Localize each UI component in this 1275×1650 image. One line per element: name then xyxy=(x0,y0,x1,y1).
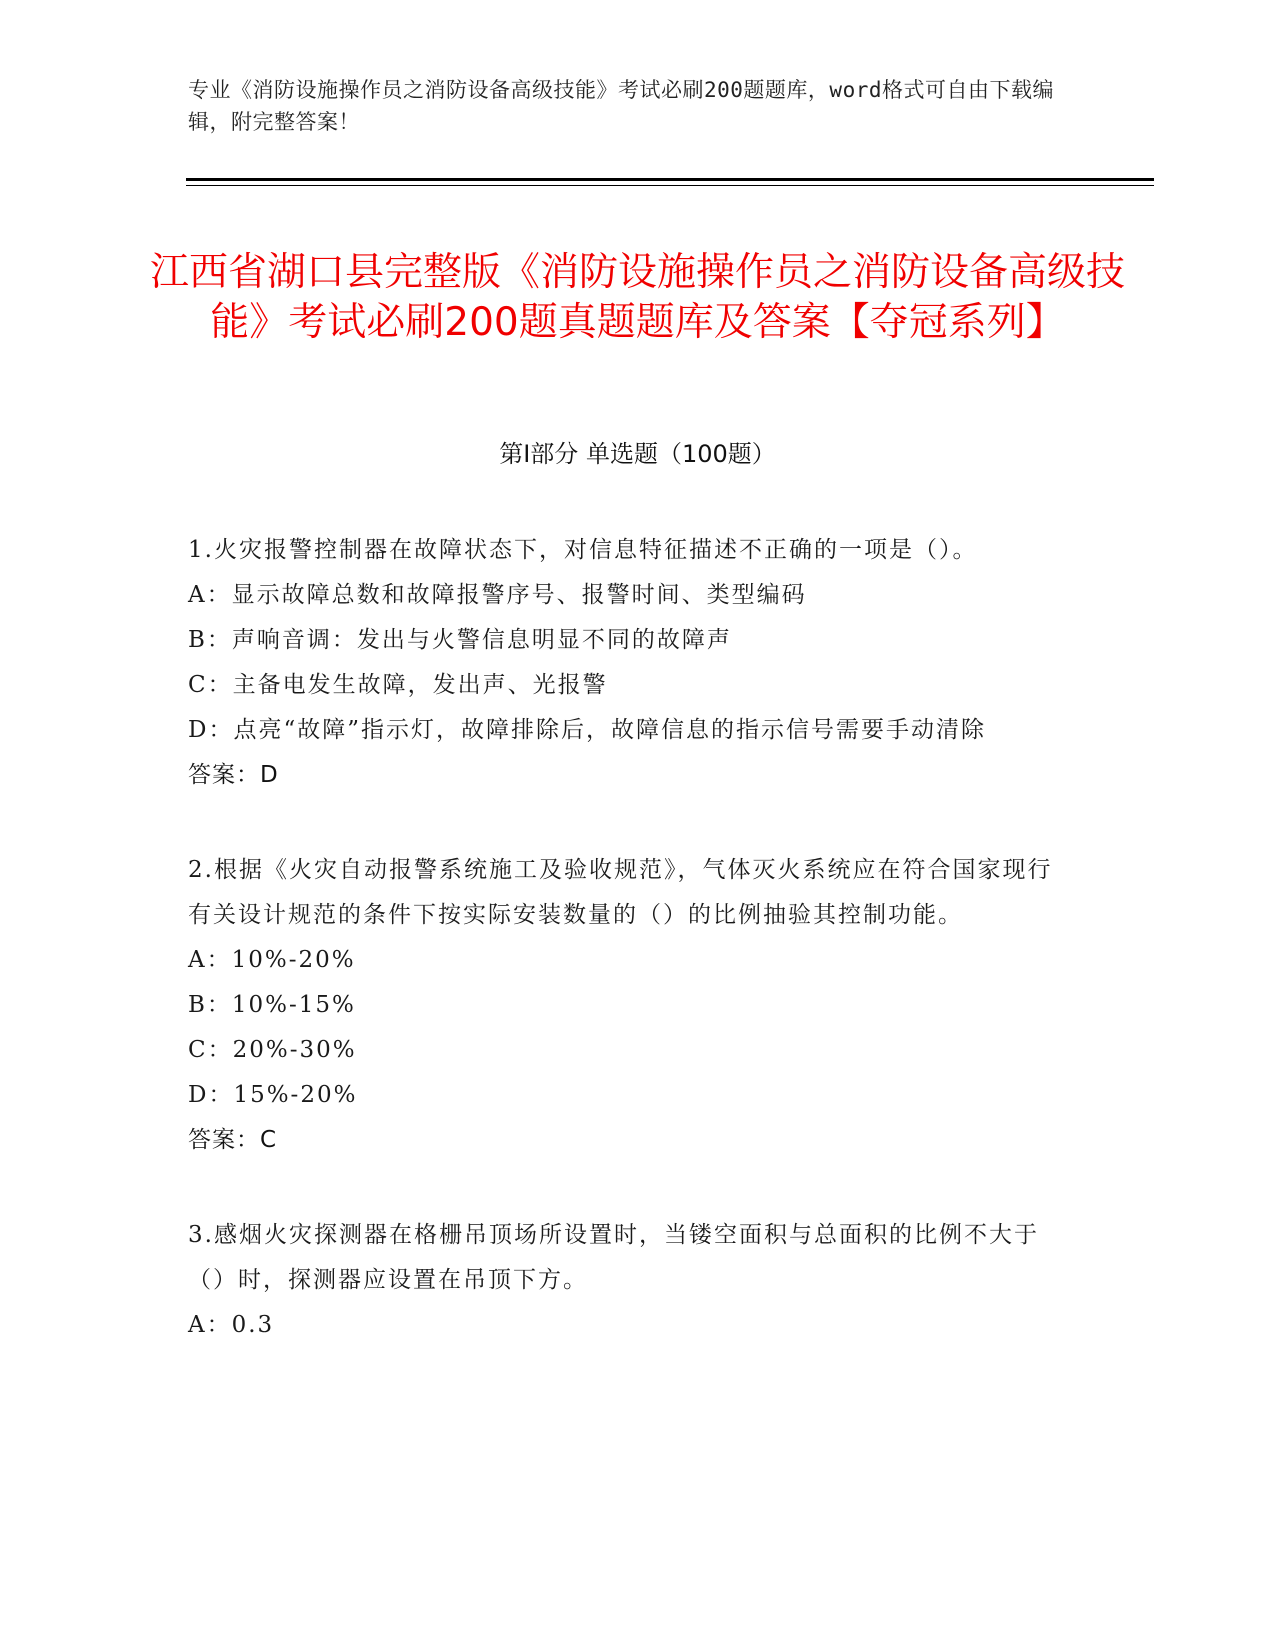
option-d: D：15%-20% xyxy=(188,1082,358,1108)
option-a: A：10%-20% xyxy=(188,947,356,973)
document-title: 江西省湖口县完整版《消防设施操作员之消防设备高级技能》考试必刷200题真题题库及答案【夺冠系列】 xyxy=(150,250,1126,346)
option-a: A：0.3 xyxy=(188,1312,275,1338)
answer-line: 答案：D xyxy=(188,762,279,788)
question-list xyxy=(188,528,1073,1398)
option-a: A：显示故障总数和故障报警序号、报警时间、类型编码 xyxy=(188,582,807,608)
question-item xyxy=(188,1213,1073,1348)
option-b: B：10%-15% xyxy=(188,992,356,1018)
option-d: D：点亮“故障”指示灯，故障排除后，故障信息的指示信号需要手动清除 xyxy=(188,717,986,743)
option-c: C：主备电发生故障，发出声、光报警 xyxy=(188,672,608,698)
header-divider-thin xyxy=(186,185,1154,186)
option-b: B：声响音调：发出与火警信息明显不同的故障声 xyxy=(188,627,732,653)
section-heading: 第Ⅰ部分 单选题（100题） xyxy=(499,440,776,468)
header-divider-thick xyxy=(186,178,1154,181)
question-item xyxy=(188,528,1073,798)
question-stem: 2.根据《火灾自动报警系统施工及验收规范》，气体灭火系统应在符合国家现行有关设计规范的条件下按实际安装数量的（）的比例抽验其控制功能。 xyxy=(188,857,1053,928)
question-stem: 3.感烟火灾探测器在格栅吊顶场所设置时，当镂空面积与总面积的比例不大于（）时，探测器应设置在吊顶下方。 xyxy=(188,1222,1039,1293)
option-c: C：20%-30% xyxy=(188,1037,357,1063)
question-stem: 1.火灾报警控制器在故障状态下，对信息特征描述不正确的一项是（）。 xyxy=(188,537,978,563)
answer-line: 答案：C xyxy=(188,1127,278,1153)
header-note: 专业《消防设施操作员之消防设备高级技能》考试必刷200题题库，word格式可自由下载编辑，附完整答案！ xyxy=(188,78,1054,134)
question-item xyxy=(188,848,1073,1163)
